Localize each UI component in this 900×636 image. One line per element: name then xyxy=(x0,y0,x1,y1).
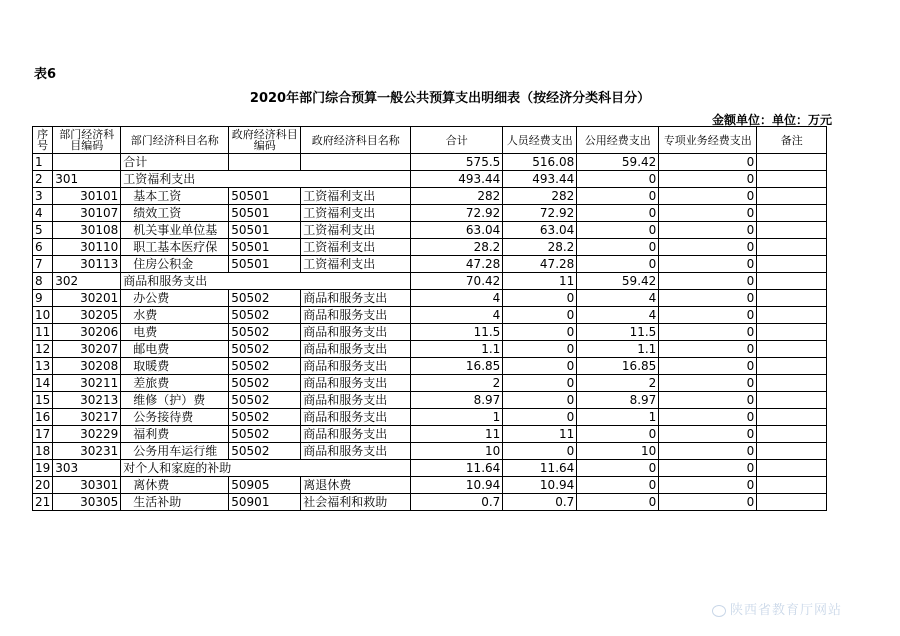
cell-note xyxy=(757,494,827,511)
cell-public: 11.5 xyxy=(577,324,659,341)
cell-gov-name: 工资福利支出 xyxy=(301,188,411,205)
table-row xyxy=(33,375,827,392)
emblem-icon xyxy=(712,605,726,617)
cell-gov-code: 50502 xyxy=(229,341,301,358)
header-personnel: 人员经费支出 xyxy=(503,127,577,154)
cell-gov-name: 商品和服务支出 xyxy=(301,426,411,443)
cell-dept-code: 30217 xyxy=(53,409,121,426)
cell-gov-code: 50502 xyxy=(229,426,301,443)
cell-seq: 20 xyxy=(33,477,53,494)
cell-dept-code: 30211 xyxy=(53,375,121,392)
cell-gov-code: 50501 xyxy=(229,188,301,205)
cell-gov-code: 50502 xyxy=(229,375,301,392)
cell-personnel: 0 xyxy=(503,341,577,358)
cell-note xyxy=(757,477,827,494)
document-title: 2020年部门综合预算一般公共预算支出明细表（按经济分类科目分） xyxy=(249,91,651,106)
cell-personnel: 282 xyxy=(503,188,577,205)
header-note: 备注 xyxy=(757,127,827,154)
table-body xyxy=(33,154,827,511)
cell-gov-code: 50502 xyxy=(229,409,301,426)
cell-personnel: 0 xyxy=(503,324,577,341)
cell-public: 4 xyxy=(577,307,659,324)
cell-note xyxy=(757,171,827,188)
cell-total: 11.64 xyxy=(411,460,503,477)
cell-seq: 6 xyxy=(33,239,53,256)
table-row xyxy=(33,154,827,171)
table-row xyxy=(33,392,827,409)
cell-gov-code: 50501 xyxy=(229,205,301,222)
cell-public: 0 xyxy=(577,460,659,477)
cell-gov-code: 50502 xyxy=(229,392,301,409)
cell-special: 0 xyxy=(659,188,757,205)
cell-total: 4 xyxy=(411,307,503,324)
cell-total: 10.94 xyxy=(411,477,503,494)
cell-note xyxy=(757,239,827,256)
cell-gov-name: 工资福利支出 xyxy=(301,239,411,256)
table-row xyxy=(33,205,827,222)
cell-gov-code: 50502 xyxy=(229,290,301,307)
cell-gov-name xyxy=(301,154,411,171)
cell-note xyxy=(757,222,827,239)
cell-personnel: 0 xyxy=(503,307,577,324)
cell-total: 16.85 xyxy=(411,358,503,375)
cell-dept-name: 机关事业单位基 xyxy=(121,222,229,239)
cell-note xyxy=(757,409,827,426)
cell-dept-name: 水费 xyxy=(121,307,229,324)
cell-seq: 14 xyxy=(33,375,53,392)
cell-dept-code: 30206 xyxy=(53,324,121,341)
table-row xyxy=(33,324,827,341)
cell-gov-code: 50501 xyxy=(229,239,301,256)
header-dept-code: 部门经济科目编码 xyxy=(53,127,121,154)
cell-dept-code: 302 xyxy=(53,273,121,290)
cell-dept-name: 绩效工资 xyxy=(121,205,229,222)
cell-note xyxy=(757,426,827,443)
site-watermark xyxy=(712,599,842,618)
table-row xyxy=(33,494,827,511)
cell-total: 70.42 xyxy=(411,273,503,290)
table-row xyxy=(33,358,827,375)
cell-dept-name: 工资福利支出 xyxy=(121,171,411,188)
cell-public: 16.85 xyxy=(577,358,659,375)
cell-public: 2 xyxy=(577,375,659,392)
cell-note xyxy=(757,358,827,375)
cell-gov-code: 50905 xyxy=(229,477,301,494)
cell-personnel: 10.94 xyxy=(503,477,577,494)
cell-gov-name: 商品和服务支出 xyxy=(301,443,411,460)
cell-note xyxy=(757,443,827,460)
cell-personnel: 72.92 xyxy=(503,205,577,222)
cell-dept-name: 基本工资 xyxy=(121,188,229,205)
cell-dept-code xyxy=(53,154,121,171)
cell-total: 47.28 xyxy=(411,256,503,273)
cell-total: 493.44 xyxy=(411,171,503,188)
cell-dept-name: 公务用车运行维 xyxy=(121,443,229,460)
cell-total: 63.04 xyxy=(411,222,503,239)
cell-note xyxy=(757,205,827,222)
cell-public: 0 xyxy=(577,426,659,443)
cell-personnel: 11 xyxy=(503,273,577,290)
cell-special: 0 xyxy=(659,409,757,426)
watermark-text: 陕西省教育厅网站 xyxy=(729,603,842,618)
cell-total: 4 xyxy=(411,290,503,307)
table-row xyxy=(33,460,827,477)
cell-dept-name: 差旅费 xyxy=(121,375,229,392)
cell-gov-name: 商品和服务支出 xyxy=(301,290,411,307)
cell-gov-code: 50502 xyxy=(229,307,301,324)
cell-seq: 11 xyxy=(33,324,53,341)
cell-note xyxy=(757,392,827,409)
cell-gov-name: 离退休费 xyxy=(301,477,411,494)
cell-personnel: 0.7 xyxy=(503,494,577,511)
table-row xyxy=(33,290,827,307)
table-row xyxy=(33,239,827,256)
cell-personnel: 0 xyxy=(503,392,577,409)
cell-public: 0 xyxy=(577,477,659,494)
cell-public: 0 xyxy=(577,222,659,239)
table-row xyxy=(33,477,827,494)
budget-detail-table xyxy=(32,126,827,511)
cell-total: 575.5 xyxy=(411,154,503,171)
header-dept-name: 部门经济科目名称 xyxy=(121,127,229,154)
cell-personnel: 47.28 xyxy=(503,256,577,273)
header-seq: 序号 xyxy=(33,127,53,154)
cell-dept-name: 合计 xyxy=(121,154,229,171)
cell-dept-name: 生活补助 xyxy=(121,494,229,511)
cell-total: 8.97 xyxy=(411,392,503,409)
table-row xyxy=(33,341,827,358)
cell-seq: 8 xyxy=(33,273,53,290)
cell-seq: 21 xyxy=(33,494,53,511)
cell-dept-code: 30229 xyxy=(53,426,121,443)
cell-personnel: 493.44 xyxy=(503,171,577,188)
cell-total: 1 xyxy=(411,409,503,426)
cell-seq: 3 xyxy=(33,188,53,205)
table-row xyxy=(33,273,827,290)
header-gov-code: 政府经济科目编码 xyxy=(229,127,301,154)
cell-gov-code: 50502 xyxy=(229,443,301,460)
cell-dept-name: 商品和服务支出 xyxy=(121,273,411,290)
cell-note xyxy=(757,273,827,290)
cell-seq: 10 xyxy=(33,307,53,324)
cell-seq: 12 xyxy=(33,341,53,358)
cell-dept-name: 取暖费 xyxy=(121,358,229,375)
cell-dept-name: 公务接待费 xyxy=(121,409,229,426)
cell-dept-name: 维修（护）费 xyxy=(121,392,229,409)
cell-total: 28.2 xyxy=(411,239,503,256)
cell-total: 0.7 xyxy=(411,494,503,511)
cell-gov-name: 商品和服务支出 xyxy=(301,358,411,375)
cell-dept-code: 30108 xyxy=(53,222,121,239)
cell-dept-name: 离休费 xyxy=(121,477,229,494)
cell-gov-name: 工资福利支出 xyxy=(301,222,411,239)
cell-total: 11 xyxy=(411,426,503,443)
cell-dept-code: 30101 xyxy=(53,188,121,205)
cell-dept-code: 30305 xyxy=(53,494,121,511)
cell-personnel: 63.04 xyxy=(503,222,577,239)
cell-special: 0 xyxy=(659,324,757,341)
table-row xyxy=(33,188,827,205)
cell-gov-code: 50501 xyxy=(229,222,301,239)
cell-special: 0 xyxy=(659,256,757,273)
table-number-label: 表6 xyxy=(34,67,57,82)
cell-note xyxy=(757,188,827,205)
cell-seq: 4 xyxy=(33,205,53,222)
cell-special: 0 xyxy=(659,460,757,477)
cell-special: 0 xyxy=(659,273,757,290)
cell-gov-name: 商品和服务支出 xyxy=(301,392,411,409)
cell-dept-name: 福利费 xyxy=(121,426,229,443)
cell-total: 72.92 xyxy=(411,205,503,222)
cell-special: 0 xyxy=(659,392,757,409)
cell-public: 4 xyxy=(577,290,659,307)
cell-public: 1.1 xyxy=(577,341,659,358)
cell-personnel: 28.2 xyxy=(503,239,577,256)
cell-seq: 18 xyxy=(33,443,53,460)
cell-seq: 5 xyxy=(33,222,53,239)
table-row xyxy=(33,171,827,188)
cell-total: 11.5 xyxy=(411,324,503,341)
header-public: 公用经费支出 xyxy=(577,127,659,154)
cell-dept-code: 303 xyxy=(53,460,121,477)
cell-special: 0 xyxy=(659,205,757,222)
cell-public: 0 xyxy=(577,239,659,256)
cell-personnel: 0 xyxy=(503,358,577,375)
header-gov-name: 政府经济科目名称 xyxy=(301,127,411,154)
cell-gov-name: 社会福利和救助 xyxy=(301,494,411,511)
cell-gov-name: 商品和服务支出 xyxy=(301,409,411,426)
cell-note xyxy=(757,460,827,477)
cell-personnel: 0 xyxy=(503,290,577,307)
cell-personnel: 0 xyxy=(503,443,577,460)
cell-dept-code: 30205 xyxy=(53,307,121,324)
cell-gov-code xyxy=(229,154,301,171)
cell-note xyxy=(757,324,827,341)
cell-seq: 15 xyxy=(33,392,53,409)
cell-gov-code: 50502 xyxy=(229,324,301,341)
cell-special: 0 xyxy=(659,358,757,375)
cell-note xyxy=(757,341,827,358)
cell-dept-code: 30107 xyxy=(53,205,121,222)
cell-personnel: 516.08 xyxy=(503,154,577,171)
cell-gov-name: 商品和服务支出 xyxy=(301,375,411,392)
table-header-row xyxy=(33,127,827,154)
cell-public: 1 xyxy=(577,409,659,426)
cell-personnel: 0 xyxy=(503,409,577,426)
cell-total: 1.1 xyxy=(411,341,503,358)
table-row xyxy=(33,409,827,426)
cell-seq: 17 xyxy=(33,426,53,443)
cell-note xyxy=(757,375,827,392)
cell-gov-name: 商品和服务支出 xyxy=(301,341,411,358)
cell-seq: 2 xyxy=(33,171,53,188)
cell-dept-code: 301 xyxy=(53,171,121,188)
cell-gov-name: 商品和服务支出 xyxy=(301,307,411,324)
cell-note xyxy=(757,256,827,273)
cell-special: 0 xyxy=(659,375,757,392)
cell-seq: 13 xyxy=(33,358,53,375)
cell-seq: 19 xyxy=(33,460,53,477)
cell-note xyxy=(757,290,827,307)
cell-special: 0 xyxy=(659,222,757,239)
cell-seq: 9 xyxy=(33,290,53,307)
cell-special: 0 xyxy=(659,443,757,460)
cell-gov-name: 工资福利支出 xyxy=(301,205,411,222)
cell-public: 0 xyxy=(577,494,659,511)
cell-total: 282 xyxy=(411,188,503,205)
header-total: 合计 xyxy=(411,127,503,154)
cell-dept-name: 邮电费 xyxy=(121,341,229,358)
cell-special: 0 xyxy=(659,154,757,171)
cell-seq: 1 xyxy=(33,154,53,171)
cell-special: 0 xyxy=(659,426,757,443)
cell-gov-code: 50901 xyxy=(229,494,301,511)
cell-dept-name: 电费 xyxy=(121,324,229,341)
table-row xyxy=(33,307,827,324)
cell-personnel: 0 xyxy=(503,375,577,392)
header-special: 专项业务经费支出 xyxy=(659,127,757,154)
cell-total: 10 xyxy=(411,443,503,460)
cell-dept-code: 30231 xyxy=(53,443,121,460)
cell-dept-name: 住房公积金 xyxy=(121,256,229,273)
table-row xyxy=(33,443,827,460)
cell-public: 0 xyxy=(577,171,659,188)
cell-dept-name: 办公费 xyxy=(121,290,229,307)
cell-personnel: 11.64 xyxy=(503,460,577,477)
cell-public: 59.42 xyxy=(577,273,659,290)
cell-public: 0 xyxy=(577,205,659,222)
cell-dept-code: 30213 xyxy=(53,392,121,409)
cell-personnel: 11 xyxy=(503,426,577,443)
cell-special: 0 xyxy=(659,290,757,307)
cell-public: 59.42 xyxy=(577,154,659,171)
cell-dept-code: 30208 xyxy=(53,358,121,375)
cell-dept-code: 30301 xyxy=(53,477,121,494)
cell-special: 0 xyxy=(659,494,757,511)
cell-dept-code: 30110 xyxy=(53,239,121,256)
cell-gov-code: 50502 xyxy=(229,358,301,375)
cell-special: 0 xyxy=(659,239,757,256)
cell-public: 8.97 xyxy=(577,392,659,409)
cell-gov-name: 商品和服务支出 xyxy=(301,324,411,341)
amount-unit-label: 金额单位：单位：万元 xyxy=(711,113,832,127)
cell-public: 10 xyxy=(577,443,659,460)
cell-total: 2 xyxy=(411,375,503,392)
cell-dept-code: 30113 xyxy=(53,256,121,273)
cell-gov-code: 50501 xyxy=(229,256,301,273)
cell-dept-code: 30207 xyxy=(53,341,121,358)
cell-dept-name: 职工基本医疗保 xyxy=(121,239,229,256)
cell-note xyxy=(757,307,827,324)
cell-special: 0 xyxy=(659,307,757,324)
cell-special: 0 xyxy=(659,171,757,188)
cell-special: 0 xyxy=(659,341,757,358)
cell-seq: 16 xyxy=(33,409,53,426)
cell-special: 0 xyxy=(659,477,757,494)
cell-dept-name: 对个人和家庭的补助 xyxy=(121,460,411,477)
cell-note xyxy=(757,154,827,171)
table-row xyxy=(33,256,827,273)
table-row xyxy=(33,426,827,443)
cell-public: 0 xyxy=(577,188,659,205)
table-row xyxy=(33,222,827,239)
cell-seq: 7 xyxy=(33,256,53,273)
cell-public: 0 xyxy=(577,256,659,273)
cell-gov-name: 工资福利支出 xyxy=(301,256,411,273)
cell-dept-code: 30201 xyxy=(53,290,121,307)
